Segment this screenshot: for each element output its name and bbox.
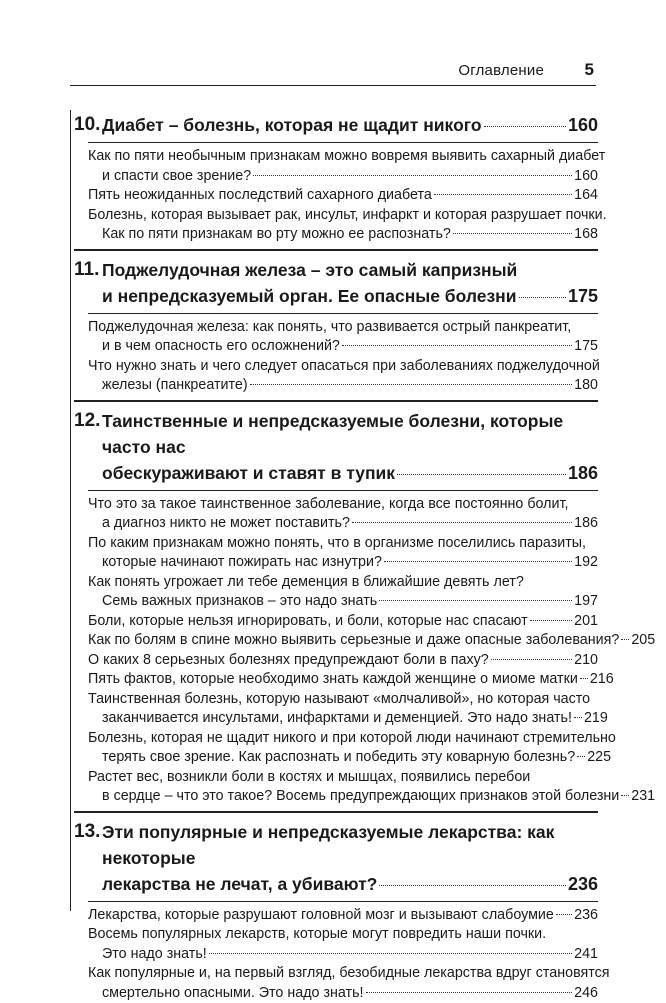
entry-continuation bbox=[88, 592, 598, 612]
dot-leader bbox=[379, 600, 572, 601]
entry-page-number: 160 bbox=[574, 167, 598, 187]
entry-page-number: 216 bbox=[590, 670, 614, 690]
toc-entry[interactable] bbox=[88, 964, 598, 1003]
chapter-section bbox=[74, 400, 598, 807]
entry-page-number: 164 bbox=[574, 186, 598, 206]
chapter-divider bbox=[88, 313, 598, 314]
toc-line bbox=[102, 112, 598, 138]
toc-text: Пять фактов, которые необходимо знать каждой женщине о миоме матки bbox=[88, 670, 578, 690]
dot-leader bbox=[352, 522, 572, 523]
toc-line bbox=[88, 186, 598, 206]
chapter-divider bbox=[88, 142, 598, 143]
toc-text: лекарства не лечат, а убивают? bbox=[102, 871, 377, 897]
dot-leader bbox=[519, 297, 566, 298]
toc-text: в сердце – что это такое? Восемь предупреждающих признаков этой болезни bbox=[102, 787, 619, 807]
toc-entry[interactable] bbox=[88, 612, 598, 632]
chapter-title bbox=[102, 257, 598, 309]
chapter-title-line: Эти популярные и непредсказуемые лекарства: как некоторые bbox=[102, 819, 598, 871]
running-header-title: Оглавление bbox=[458, 62, 544, 79]
entry-list bbox=[74, 906, 598, 1003]
toc-entry[interactable] bbox=[88, 534, 598, 573]
entry-continuation bbox=[88, 787, 598, 807]
dot-leader bbox=[574, 717, 582, 718]
entry-page-number: 197 bbox=[574, 592, 598, 612]
chapter-number: 12. bbox=[74, 408, 102, 434]
chapter-divider bbox=[88, 901, 598, 902]
dot-leader bbox=[253, 175, 572, 176]
entry-continuation bbox=[88, 376, 598, 396]
dot-leader bbox=[580, 678, 588, 679]
entry-page-number: 192 bbox=[574, 553, 598, 573]
chapter-heading[interactable] bbox=[74, 408, 598, 486]
toc-entry[interactable] bbox=[88, 729, 598, 768]
entry-page-number: 236 bbox=[574, 906, 598, 926]
entry-line: Как понять угрожает ли тебе деменция в ближайшие девять лет? bbox=[88, 573, 598, 593]
chapter-section bbox=[74, 811, 598, 1003]
entry-line: Как популярные и, на первый взгляд, безобидные лекарства вдруг становятся bbox=[88, 964, 598, 984]
chapter-page-number: 160 bbox=[568, 112, 598, 138]
toc-text: и непредсказуемый орган. Ее опасные болезни bbox=[102, 283, 517, 309]
toc-text: О каких 8 серьезных болезнях предупреждают боли в паху? bbox=[88, 651, 489, 671]
running-header bbox=[70, 60, 596, 84]
toc-text: которые начинают пожирать нас изнутри? bbox=[102, 553, 382, 573]
dot-leader bbox=[577, 756, 585, 757]
toc-text: Это надо знать! bbox=[102, 945, 207, 965]
chapter-section bbox=[74, 112, 598, 245]
toc-entry[interactable] bbox=[88, 206, 598, 245]
toc-text: а диагноз никто не может поставить? bbox=[102, 514, 350, 534]
entry-line: Как по пяти необычным признакам можно вовремя выявить сахарный диабет bbox=[88, 147, 598, 167]
toc-entry[interactable] bbox=[88, 147, 598, 186]
chapter-title bbox=[102, 819, 598, 897]
toc-entry[interactable] bbox=[88, 495, 598, 534]
page-number: 5 bbox=[585, 60, 594, 80]
entry-list bbox=[74, 147, 598, 245]
dot-leader bbox=[366, 992, 573, 993]
entry-line: Таинственная болезнь, которую называют «молчаливой», но которая часто bbox=[88, 690, 598, 710]
entry-continuation bbox=[88, 337, 598, 357]
toc-text: и спасти свое зрение? bbox=[102, 167, 251, 187]
toc-text: терять свое зрение. Как распознать и победить эту коварную болезнь? bbox=[102, 748, 575, 768]
toc-line bbox=[102, 748, 598, 768]
entry-continuation bbox=[88, 225, 598, 245]
toc-line bbox=[102, 787, 598, 807]
chapter-title-line: Таинственные и непредсказуемые болезни, которые часто нас bbox=[102, 408, 598, 460]
toc-line bbox=[102, 945, 598, 965]
dot-leader bbox=[484, 126, 566, 127]
entry-page-number: 201 bbox=[574, 612, 598, 632]
entry-page-number: 225 bbox=[587, 748, 611, 768]
chapter-heading[interactable] bbox=[74, 112, 598, 138]
entry-continuation bbox=[88, 945, 598, 965]
entry-page-number: 186 bbox=[574, 514, 598, 534]
toc-text: заканчивается инсультами, инфарктами и деменцией. Это надо знать! bbox=[102, 709, 572, 729]
entry-page-number: 231 bbox=[631, 787, 655, 807]
dot-leader bbox=[491, 659, 572, 660]
entry-list bbox=[74, 495, 598, 807]
chapter-heading[interactable] bbox=[74, 819, 598, 897]
dot-leader bbox=[209, 953, 572, 954]
toc-entry[interactable] bbox=[88, 690, 598, 729]
toc-line bbox=[88, 631, 598, 651]
entry-page-number: 175 bbox=[574, 337, 598, 357]
chapter-divider bbox=[88, 490, 598, 491]
toc-line bbox=[102, 514, 598, 534]
entry-page-number: 210 bbox=[574, 651, 598, 671]
toc-line bbox=[102, 283, 598, 309]
toc-entry[interactable] bbox=[88, 768, 598, 807]
chapter-page-number: 236 bbox=[568, 871, 598, 897]
toc-line bbox=[88, 612, 598, 632]
entry-line: Что нужно знать и чего следует опасаться при заболеваниях поджелудочной bbox=[88, 357, 598, 377]
entry-continuation bbox=[88, 984, 598, 1003]
toc-entry[interactable] bbox=[88, 631, 598, 651]
toc-entry[interactable] bbox=[88, 651, 598, 671]
toc-line bbox=[102, 376, 598, 396]
toc-line bbox=[88, 670, 598, 690]
toc-entry[interactable] bbox=[88, 357, 598, 396]
entry-continuation bbox=[88, 514, 598, 534]
dot-leader bbox=[342, 345, 572, 346]
dot-leader bbox=[453, 233, 572, 234]
entry-continuation bbox=[88, 167, 598, 187]
toc-line bbox=[102, 709, 598, 729]
entry-line: Поджелудочная железа: как понять, что развивается острый панкреатит, bbox=[88, 318, 598, 338]
dot-leader bbox=[434, 194, 572, 195]
dot-leader bbox=[621, 639, 629, 640]
toc-text: Семь важных признаков – это надо знать bbox=[102, 592, 377, 612]
chapter-title bbox=[102, 112, 598, 138]
toc-line bbox=[102, 337, 598, 357]
header-rule bbox=[70, 85, 596, 86]
entry-continuation bbox=[88, 709, 598, 729]
chapter-title bbox=[102, 408, 598, 486]
toc-entry[interactable] bbox=[88, 318, 598, 357]
entry-line: Болезнь, которая вызывает рак, инсульт, инфаркт и которая разрушает почки. bbox=[88, 206, 598, 226]
entry-continuation bbox=[88, 553, 598, 573]
toc-line bbox=[102, 984, 598, 1003]
toc-text: и в чем опасность его осложнений? bbox=[102, 337, 340, 357]
chapter-number: 13. bbox=[74, 819, 102, 845]
left-margin-rule bbox=[70, 110, 71, 911]
chapter-section bbox=[74, 249, 598, 396]
dot-leader bbox=[530, 620, 573, 621]
chapter-page-number: 186 bbox=[568, 460, 598, 486]
toc-text: Боли, которые нельзя игнорировать, и боли, которые нас спасают bbox=[88, 612, 528, 632]
toc-line bbox=[88, 651, 598, 671]
entry-list bbox=[74, 318, 598, 396]
chapter-page-number: 175 bbox=[568, 283, 598, 309]
dot-leader bbox=[250, 384, 573, 385]
toc-line bbox=[102, 553, 598, 573]
entry-line: Болезнь, которая не щадит никого и при которой люди начинают стремительно bbox=[88, 729, 598, 749]
entry-continuation bbox=[88, 748, 598, 768]
entry-line: Восемь популярных лекарств, которые могут повредить наши почки. bbox=[88, 925, 598, 945]
toc-line bbox=[102, 592, 598, 612]
table-of-contents bbox=[74, 112, 598, 1003]
dot-leader bbox=[384, 561, 572, 562]
toc-text: обескураживают и ставят в тупик bbox=[102, 460, 395, 486]
toc-text: Пять неожиданных последствий сахарного диабета bbox=[88, 186, 432, 206]
toc-text: Лекарства, которые разрушают головной мозг и вызывают слабоумие bbox=[88, 906, 554, 926]
dot-leader bbox=[379, 885, 566, 886]
entry-page-number: 246 bbox=[574, 984, 598, 1003]
toc-text: железы (панкреатите) bbox=[102, 376, 248, 396]
toc-line bbox=[102, 871, 598, 897]
entry-page-number: 219 bbox=[584, 709, 608, 729]
chapter-number: 11. bbox=[74, 257, 102, 283]
toc-entry[interactable] bbox=[88, 925, 598, 964]
dot-leader bbox=[556, 914, 572, 915]
toc-entry[interactable] bbox=[88, 573, 598, 612]
entry-page-number: 241 bbox=[574, 945, 598, 965]
entry-page-number: 168 bbox=[574, 225, 598, 245]
toc-text: Как по болям в спине можно выявить серьезные и даже опасные заболевания? bbox=[88, 631, 619, 651]
dot-leader bbox=[397, 474, 566, 475]
chapter-title-line: Поджелудочная железа – это самый капризный bbox=[102, 257, 598, 283]
entry-page-number: 205 bbox=[631, 631, 655, 651]
entry-line: Растет вес, возникли боли в костях и мышцах, появились перебои bbox=[88, 768, 598, 788]
toc-line bbox=[102, 460, 598, 486]
toc-entry[interactable] bbox=[88, 670, 598, 690]
dot-leader bbox=[621, 795, 629, 796]
toc-text: Как по пяти признакам во рту можно ее распознать? bbox=[102, 225, 451, 245]
toc-entry[interactable] bbox=[88, 186, 598, 206]
toc-line bbox=[88, 906, 598, 926]
entry-line: По каким признакам можно понять, что в организме поселились паразиты, bbox=[88, 534, 598, 554]
toc-line bbox=[102, 225, 598, 245]
toc-line bbox=[102, 167, 598, 187]
chapter-heading[interactable] bbox=[74, 257, 598, 309]
toc-text: смертельно опасными. Это надо знать! bbox=[102, 984, 364, 1003]
entry-line: Что это за такое таинственное заболевание, когда все постоянно болит, bbox=[88, 495, 598, 515]
toc-entry[interactable] bbox=[88, 906, 598, 926]
chapter-number: 10. bbox=[74, 112, 102, 138]
entry-page-number: 180 bbox=[574, 376, 598, 396]
toc-text: Диабет – болезнь, которая не щадит никого bbox=[102, 112, 482, 138]
